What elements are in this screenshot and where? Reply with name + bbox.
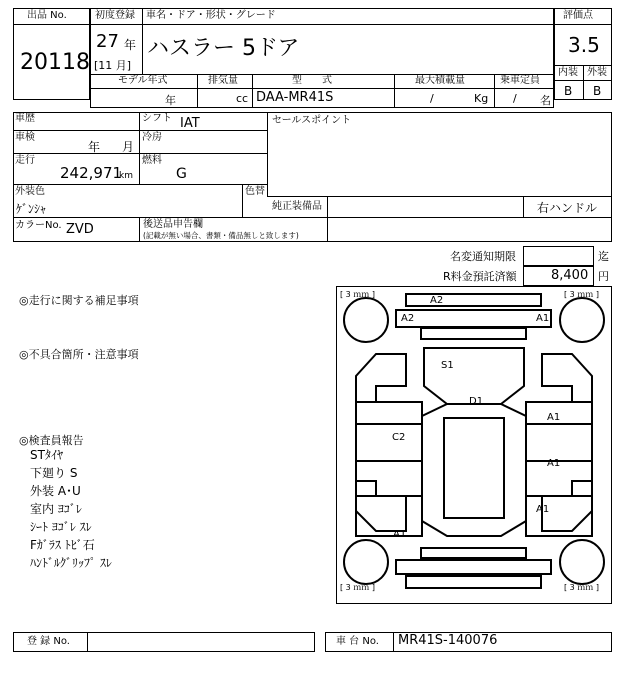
chassis-no-value: MR41S-140076: [398, 633, 498, 648]
remark-line: 室内 ﾖｺﾞﾚ: [30, 502, 82, 516]
exterior-label: 外装: [587, 67, 607, 78]
displacement-unit: cc: [236, 92, 249, 105]
lot-number: 20118: [20, 50, 90, 75]
sales-point-label: セールスポイント: [272, 115, 352, 126]
remark-line: 下廻り S: [30, 466, 78, 480]
damage-mark: A2: [401, 313, 415, 324]
max-load-label: 最大積載量: [415, 75, 465, 86]
damage-mark: A1: [547, 458, 561, 469]
interior-label: 内装: [558, 67, 578, 78]
name-change-label: 名変通知期限: [450, 250, 516, 263]
recycle-value: 8,400: [551, 268, 589, 283]
score-label: 評価点: [563, 10, 593, 21]
damage-mark: A1: [393, 529, 407, 540]
capacity-value: /: [513, 92, 517, 105]
repaint-label: 色替: [245, 186, 265, 197]
lot-number-label: 出品 No.: [27, 10, 67, 21]
tire-depth-fr: [ 3 ｍｍ ]: [564, 290, 599, 299]
interior-grade: B: [564, 84, 573, 98]
remark-line: Fｶﾞﾗｽ ﾄﾋﾞ石: [30, 538, 95, 552]
damage-mark: C2: [392, 432, 406, 443]
recycle-label: R料金預託済額: [443, 270, 517, 283]
driving-notes-title: ◎走行に関する補足事項: [19, 294, 139, 307]
defects-title: ◎不具合箇所・注意事項: [19, 348, 139, 361]
mileage-label: 走行: [15, 155, 35, 166]
model-year-label: モデル年式: [118, 75, 168, 86]
color-no-label: カラーNo.: [15, 220, 62, 231]
history-label: 車歴: [15, 113, 35, 124]
remark-line: ｼｰﾄ ﾖｺﾞﾚ ｽﾚ: [30, 520, 92, 534]
damage-mark: A1: [547, 412, 561, 423]
reg-year-unit: 年: [124, 38, 137, 52]
docs-label: 後送品申告欄: [143, 219, 203, 230]
model-year-unit: 年: [165, 94, 176, 107]
capacity-unit: 名: [540, 94, 551, 107]
model-type-label: 型 式: [292, 75, 332, 86]
registration-no-label: 登 録 No.: [27, 636, 70, 647]
inspection-year-unit: 年: [88, 140, 101, 154]
reg-year: 27: [96, 31, 119, 52]
fuel-value: G: [176, 166, 187, 182]
chassis-no-label: 車 台 No.: [336, 636, 379, 647]
tire-depth-rl: [ 3 ｍｍ ]: [340, 583, 375, 592]
car-name-label: 車名・ドア・形状・グレード: [146, 10, 276, 21]
damage-mark: A1: [536, 313, 550, 324]
inspection-month-unit: 月: [122, 140, 135, 154]
reg-month: [11 月]: [94, 59, 132, 72]
mileage-unit: km: [119, 171, 133, 181]
car-damage-diagram: [336, 286, 612, 604]
damage-mark: A2: [430, 295, 444, 306]
docs-note: (記載が無い場合、書類・備品無しと致します): [143, 231, 299, 240]
damage-mark: A1: [536, 504, 550, 515]
remark-line: ﾊﾝﾄﾞﾙｸﾞﾘｯﾌﾟ ｽﾚ: [30, 556, 112, 570]
mileage-value: 242,971: [60, 164, 123, 182]
inspector-report-title: ◎検査員報告: [19, 434, 84, 447]
recycle-unit: 円: [598, 270, 609, 283]
fuel-label: 燃料: [142, 155, 162, 166]
steering-value: 右ハンドル: [537, 201, 598, 215]
max-load-value: /: [430, 92, 434, 105]
capacity-label: 乗車定員: [500, 75, 540, 86]
displacement-label: 排気量: [208, 75, 238, 86]
ac-label: 冷房: [142, 132, 162, 143]
inspection-label: 車検: [15, 132, 35, 143]
max-load-unit: Kg: [474, 92, 489, 105]
color-label: 外装色: [15, 186, 45, 197]
name-change-unit: 迄: [598, 250, 609, 263]
color-value: ｹﾞﾝｼｬ: [16, 202, 47, 216]
tire-depth-fl: [ 3 ｍｍ ]: [340, 290, 375, 299]
model-type-value: DAA-MR41S: [256, 90, 334, 105]
car-name: ハスラー 5ドア: [147, 36, 300, 61]
shift-value: IAT: [180, 116, 200, 131]
remark-line: STﾀｲﾔ: [30, 448, 63, 462]
shift-label: シフト: [142, 113, 172, 124]
exterior-grade: B: [593, 84, 602, 98]
color-no-value: ZVD: [66, 222, 94, 237]
overall-score: 3.5: [568, 33, 600, 57]
equipment-label: 純正装備品: [272, 201, 322, 212]
name-change-box: [523, 246, 594, 266]
tire-depth-rr: [ 3 ｍｍ ]: [564, 583, 599, 592]
remark-line: 外装 A･U: [30, 484, 81, 498]
damage-mark: S1: [441, 360, 454, 371]
damage-mark: D1: [469, 396, 484, 407]
first-registration-label: 初度登録: [95, 10, 135, 21]
